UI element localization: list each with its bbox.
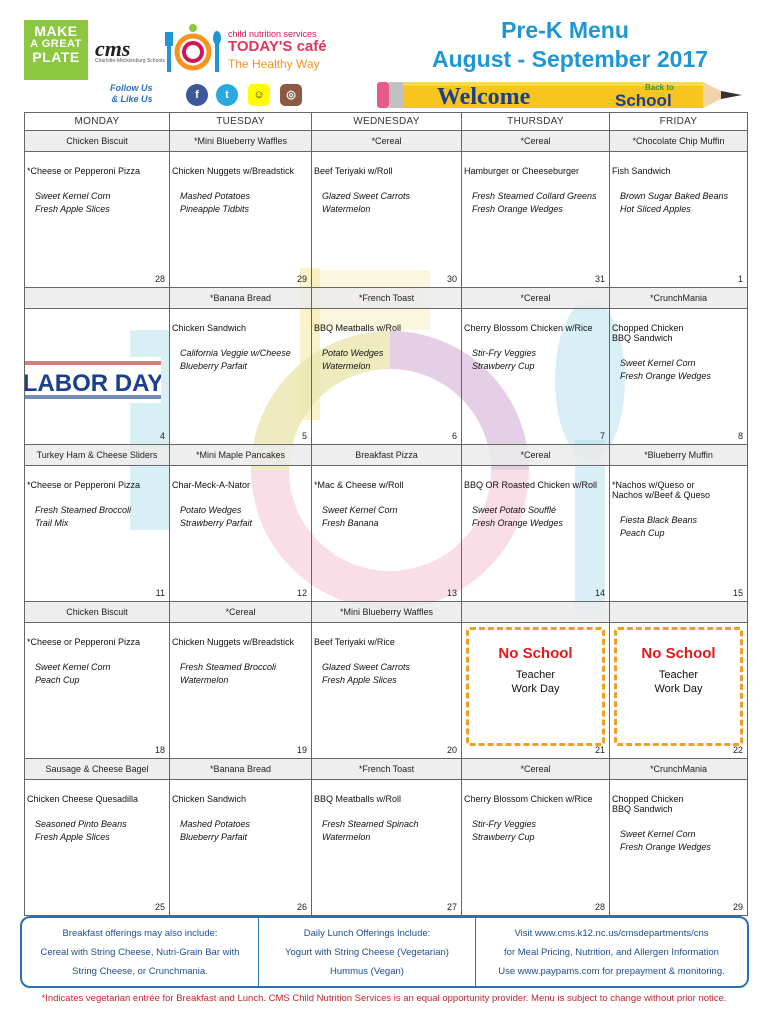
side-item: Seasoned Pinto Beans: [35, 819, 127, 829]
entree: Chicken Sandwich: [172, 323, 247, 333]
side-item: Fresh Apple Slices: [322, 675, 397, 685]
side-item: Mashed Potatoes: [180, 191, 251, 201]
back-to-text: Back to: [645, 83, 674, 92]
sides-list: [612, 357, 745, 383]
ns-line: Teacher: [658, 669, 699, 681]
breakfast-cell: *Cereal: [462, 445, 610, 466]
breakfast-cell: *Cereal: [462, 759, 610, 780]
lunch-row: [25, 152, 748, 288]
side-item: Sweet Kernel Corn: [620, 829, 696, 839]
lunch-cell: [312, 466, 462, 602]
ns-line: Work Day: [511, 683, 560, 695]
entree: BBQ Meatballs w/Roll: [314, 323, 402, 333]
entree: Cherry Blossom Chicken w/Rice: [464, 323, 593, 333]
breakfast-row: [25, 602, 748, 623]
side-item: Blueberry Parfait: [180, 832, 248, 842]
breakfast-cell: *Blueberry Muffin: [610, 445, 748, 466]
sides-list: [314, 818, 459, 844]
sides-list: [172, 661, 309, 687]
lunch-row: [25, 309, 748, 445]
sides-list: [172, 190, 309, 216]
side-item: Blueberry Parfait: [180, 361, 248, 371]
breakfast-cell: Chicken Biscuit: [25, 131, 170, 152]
side-item: Mashed Potatoes: [180, 819, 251, 829]
breakfast-cell: *Chocolate Chip Muffin: [610, 131, 748, 152]
lunch-cell: [312, 309, 462, 445]
lunch-cell: [25, 466, 170, 602]
no-school-label: No School: [641, 645, 716, 662]
side-item: California Veggie w/Cheese: [180, 348, 291, 358]
sides-list: [172, 504, 309, 530]
lunch-cell: [462, 152, 610, 288]
side-item: Fiesta Black Beans: [620, 515, 698, 525]
side-item: Glazed Sweet Carrots: [322, 191, 411, 201]
side-item: Watermelon: [322, 832, 371, 842]
lunch-cell: [610, 623, 748, 759]
sides-list: [464, 818, 607, 844]
lunch-row: [25, 623, 748, 759]
entree: *Mac & Cheese w/Roll: [314, 480, 404, 490]
footer-line: String Cheese, or Crunchmania.: [72, 966, 208, 977]
side-item: Brown Sugar Baked Beans: [620, 191, 729, 201]
day-number: 29: [296, 274, 307, 284]
day-header: MONDAY: [25, 113, 170, 131]
day-number: 28: [594, 902, 605, 912]
sides-list: [314, 661, 459, 687]
breakfast-cell: *Banana Bread: [170, 759, 312, 780]
sides-list: [314, 347, 459, 373]
breakfast-cell: *Cereal: [462, 131, 610, 152]
side-item: Fresh Apple Slices: [35, 204, 110, 214]
breakfast-cell: *French Toast: [312, 288, 462, 309]
side-item: Trail Mix: [35, 518, 69, 528]
breakfast-row: [25, 445, 748, 466]
breakfast-cell: [462, 602, 610, 623]
side-item: Sweet Kernel Corn: [35, 191, 111, 201]
follow-us-text: [110, 83, 153, 105]
sides-list: [612, 514, 745, 540]
cns-label: child nutrition services: [228, 29, 317, 39]
side-item: Fresh Steamed Broccoli: [35, 505, 132, 515]
day-header: FRIDAY: [610, 113, 748, 131]
breakfast-cell: Breakfast Pizza: [312, 445, 462, 466]
side-item: Fresh Orange Wedges: [472, 518, 563, 528]
day-number: 5: [301, 431, 307, 441]
side-item: Hot Sliced Apples: [620, 204, 691, 214]
side-item: Strawberry Cup: [472, 361, 535, 371]
breakfast-cell: *Mini Blueberry Waffles: [312, 602, 462, 623]
side-item: Fresh Apple Slices: [35, 832, 110, 842]
school-text: School: [615, 91, 672, 110]
instagram-icon[interactable]: ◎: [280, 84, 302, 106]
day-number: 13: [446, 588, 457, 598]
side-item: Fresh Steamed Broccoli: [180, 662, 277, 672]
entree: Chopped Chicken BBQ Sandwich: [612, 794, 684, 814]
day-number: 29: [732, 902, 743, 912]
lunch-cell: [170, 780, 312, 916]
entree: Fish Sandwich: [612, 166, 671, 176]
lunch-cell: [312, 780, 462, 916]
footer-line: Daily Lunch Offerings Include:: [303, 928, 431, 939]
no-school-label: No School: [498, 645, 573, 662]
day-number: 20: [446, 745, 457, 755]
side-item: Peach Cup: [35, 675, 80, 685]
welcome-back-to-school-pencil-banner: [377, 78, 742, 112]
entree: *Nachos w/Queso or Nachos w/Beef & Queso: [612, 480, 711, 500]
day-number: 31: [594, 274, 605, 284]
lunch-cell: [170, 152, 312, 288]
footer-lunch: [258, 918, 476, 986]
sides-list: [27, 661, 167, 687]
teacher-workday-label: [617, 668, 740, 696]
lunch-cell: [610, 309, 748, 445]
page-title: Pre-K Menu: [501, 17, 629, 43]
day-number: 25: [154, 902, 165, 912]
lunch-cell: [25, 623, 170, 759]
entree: Beef Teriyaki w/Rice: [314, 637, 395, 647]
lunch-cell: [610, 466, 748, 602]
breakfast-row: [25, 759, 748, 780]
entree: BBQ OR Roasted Chicken w/Roll: [464, 480, 598, 490]
lunch-cell: [462, 309, 610, 445]
lunch-cell: [462, 466, 610, 602]
logo-line: PLATE: [32, 49, 80, 65]
side-item: Fresh Orange Wedges: [472, 204, 563, 214]
day-number: 15: [732, 588, 743, 598]
teacher-workday-label: [469, 668, 602, 696]
footer-link-line[interactable]: Visit www.cms.k12.nc.us/cmsdepartments/cns: [514, 928, 709, 939]
lunch-cell: [25, 152, 170, 288]
footer-breakfast: [22, 924, 258, 981]
day-number: 12: [296, 588, 307, 598]
disclaimer: *Indicates vegetarian entrée for Breakfast and Lunch. CMS Child Nutrition Services is an equal opportunity provider. Menu is subject to change without prior notice.: [41, 993, 727, 1004]
lunch-cell: [170, 466, 312, 602]
entree: Beef Teriyaki w/Roll: [314, 166, 393, 176]
day-number: 14: [594, 588, 605, 598]
cms-logo: cms: [95, 36, 131, 61]
lunch-cell: [610, 780, 748, 916]
calendar-body: [25, 131, 748, 916]
lunch-cell: [462, 623, 610, 759]
footer-line: Hummus (Vegan): [330, 966, 404, 977]
day-number: 21: [594, 745, 605, 755]
day-number: 7: [599, 431, 605, 441]
day-number: 27: [446, 902, 457, 912]
day-number: 19: [296, 745, 307, 755]
entree: Chicken Sandwich: [172, 794, 247, 804]
day-number: 1: [737, 274, 743, 284]
sides-list: [464, 347, 607, 373]
entree: *Cheese or Pepperoni Pizza: [27, 480, 141, 490]
footer-line: Yogurt with String Cheese (Vegetarian): [285, 947, 449, 958]
lunch-cell: [25, 780, 170, 916]
side-item: Watermelon: [322, 361, 371, 371]
breakfast-cell: *CrunchMania: [610, 759, 748, 780]
follow-line: Follow Us: [110, 83, 153, 93]
side-item: Sweet Kernel Corn: [620, 358, 696, 368]
sides-list: [464, 190, 607, 216]
breakfast-cell: *Cereal: [170, 602, 312, 623]
side-item: Sweet Kernel Corn: [35, 662, 111, 672]
footer-line: Breakfast offerings may also include:: [62, 928, 218, 939]
day-number: 6: [451, 431, 457, 441]
entree: Char-Meck-A-Nator: [172, 480, 251, 490]
breakfast-cell: *Mini Maple Pancakes: [170, 445, 312, 466]
side-item: Fresh Steamed Spinach: [322, 819, 419, 829]
side-item: Fresh Orange Wedges: [620, 842, 711, 852]
day-header: TUESDAY: [170, 113, 312, 131]
day-number: 11: [155, 588, 165, 598]
sides-list: [27, 504, 167, 530]
page-subtitle: August - September 2017: [431, 46, 709, 72]
side-item: Sweet Kernel Corn: [322, 505, 398, 515]
side-item: Peach Cup: [620, 528, 665, 538]
breakfast-cell: *French Toast: [312, 759, 462, 780]
day-header-row: [25, 113, 748, 131]
labor-day-graphic: [25, 349, 161, 409]
lunch-cell: [610, 152, 748, 288]
follow-line: & Like Us: [111, 94, 153, 104]
side-item: Fresh Steamed Collard Greens: [472, 191, 597, 201]
footer-info-box: [20, 916, 749, 988]
entree: BBQ Meatballs w/Roll: [314, 794, 402, 804]
breakfast-cell: Turkey Ham & Cheese Sliders: [25, 445, 170, 466]
breakfast-row: [25, 131, 748, 152]
welcome-text: Welcome: [437, 84, 531, 110]
fork-plate-spoon-icon: [163, 22, 223, 78]
day-number: 8: [737, 431, 743, 441]
sides-list: [27, 190, 167, 216]
side-item: Fresh Orange Wedges: [620, 371, 711, 381]
logo-line: MAKE: [34, 23, 78, 39]
sides-list: [172, 347, 309, 373]
todays-cafe-label: TODAY'S café: [228, 38, 327, 55]
labor-day-text: LABOR DAY: [25, 370, 161, 397]
sides-list: [314, 504, 459, 530]
lunch-row: [25, 780, 748, 916]
lunch-cell: [312, 623, 462, 759]
breakfast-row: [25, 288, 748, 309]
side-item: Potato Wedges: [322, 348, 384, 358]
footer-visit: [476, 924, 747, 981]
ns-line: Teacher: [515, 669, 556, 681]
lunch-cell: [170, 309, 312, 445]
side-item: Glazed Sweet Carrots: [322, 662, 411, 672]
footer-line: Cereal with String Cheese, Nutri-Grain Bar with: [40, 947, 240, 958]
cms-subtitle: Charlotte-Mecklenburg Schools: [95, 58, 165, 64]
ns-line: Work Day: [654, 683, 703, 695]
day-header: THURSDAY: [462, 113, 610, 131]
breakfast-cell: Sausage & Cheese Bagel: [25, 759, 170, 780]
entree: *Cheese or Pepperoni Pizza: [27, 166, 141, 176]
side-item: Stir-Fry Veggies: [472, 819, 537, 829]
entree: Chopped Chicken BBQ Sandwich: [612, 323, 684, 343]
lunch-cell: [25, 309, 170, 445]
side-item: Watermelon: [180, 675, 229, 685]
side-item: Potato Wedges: [180, 505, 242, 515]
healthy-way-label: The Healthy Way: [228, 57, 320, 71]
entree: Chicken Nuggets w/Breadstick: [172, 166, 295, 176]
menu-calendar: [24, 112, 748, 916]
no-school-notice: [614, 627, 743, 746]
side-item: Sweet Potato Soufflé: [472, 505, 557, 515]
side-item: Stir-Fry Veggies: [472, 348, 537, 358]
breakfast-cell: Chicken Biscuit: [25, 602, 170, 623]
day-number: 18: [154, 745, 165, 755]
header: [0, 0, 768, 112]
day-number: 28: [154, 274, 165, 284]
side-item: Watermelon: [322, 204, 371, 214]
day-number: 22: [732, 745, 743, 755]
lunch-cell: [312, 152, 462, 288]
side-item: Pineapple Tidbits: [180, 204, 249, 214]
make-a-great-plate-logo: [24, 20, 88, 80]
footer-line: for Meal Pricing, Nutrition, and Allergen Information: [504, 947, 719, 958]
side-item: Strawberry Parfait: [180, 518, 253, 528]
sides-list: [612, 190, 745, 216]
day-header: WEDNESDAY: [312, 113, 462, 131]
entree: *Cheese or Pepperoni Pizza: [27, 637, 141, 647]
lunch-row: [25, 466, 748, 602]
entree: Chicken Nuggets w/Breadstick: [172, 637, 295, 647]
breakfast-cell: *Mini Blueberry Waffles: [170, 131, 312, 152]
lunch-cell: [170, 623, 312, 759]
breakfast-cell: [25, 288, 170, 309]
sides-list: [314, 190, 459, 216]
twitter-icon[interactable]: t: [216, 84, 238, 106]
breakfast-cell: *Cereal: [462, 288, 610, 309]
entree: Chicken Cheese Quesadilla: [27, 794, 139, 804]
breakfast-cell: *CrunchMania: [610, 288, 748, 309]
sides-list: [172, 818, 309, 844]
side-item: Strawberry Cup: [472, 832, 535, 842]
day-number: 4: [159, 431, 165, 441]
breakfast-cell: *Banana Bread: [170, 288, 312, 309]
breakfast-cell: *Cereal: [312, 131, 462, 152]
snapchat-icon[interactable]: ☺: [248, 84, 270, 106]
no-school-notice: [466, 627, 605, 746]
day-number: 30: [446, 274, 457, 284]
breakfast-cell: [610, 602, 748, 623]
logo-line: A GREAT: [30, 38, 82, 50]
facebook-icon[interactable]: f: [186, 84, 208, 106]
lunch-cell: [462, 780, 610, 916]
sides-list: [27, 818, 167, 844]
day-number: 26: [296, 902, 307, 912]
entree: Hamburger or Cheeseburger: [464, 166, 580, 176]
side-item: Fresh Banana: [322, 518, 379, 528]
sides-list: [464, 504, 607, 530]
sides-list: [612, 828, 745, 854]
footer-link-line[interactable]: Use www.paypams.com for prepayment & monitoring.: [498, 966, 725, 977]
entree: Cherry Blossom Chicken w/Rice: [464, 794, 593, 804]
